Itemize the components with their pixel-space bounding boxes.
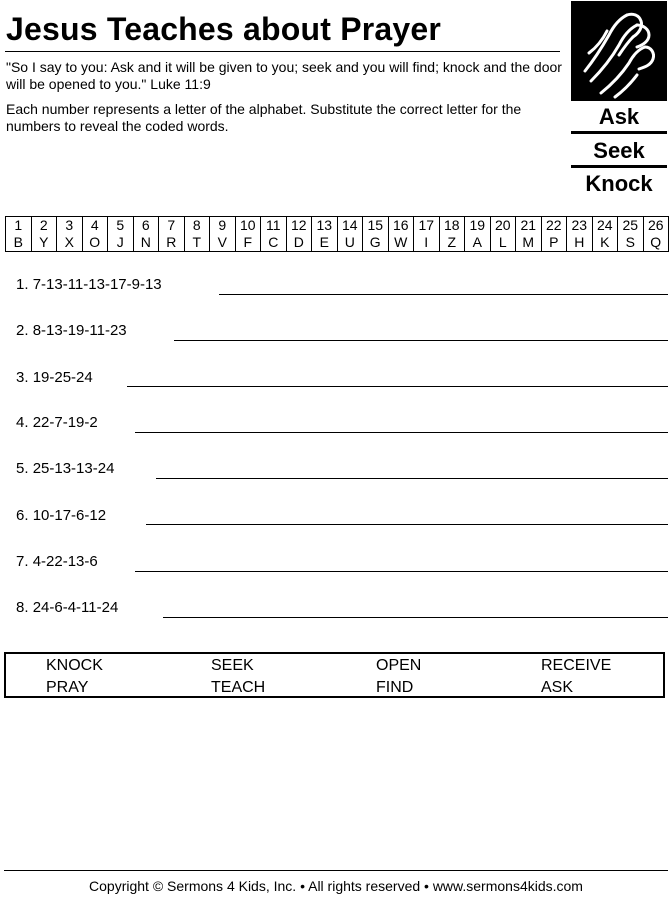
- cipher-letter: E: [312, 234, 338, 252]
- cipher-letter: V: [210, 234, 236, 252]
- cipher-letter: D: [286, 234, 312, 252]
- praying-hands-icon: [571, 1, 667, 101]
- word-bank: [4, 652, 665, 698]
- logo-divider: [571, 131, 667, 134]
- question-code: 22-7-19-2: [32, 414, 98, 431]
- bible-verse: "So I say to you: Ask and it will be given to you; seek and you will find; knock and the door will be opened to you." Luke 11:9: [6, 59, 562, 92]
- page-title: Jesus Teaches about Prayer: [6, 11, 442, 47]
- cipher-number: 9: [210, 217, 236, 235]
- question-5: [16, 460, 114, 477]
- question-number: 7.: [16, 553, 29, 570]
- footer-divider: [4, 870, 668, 871]
- question-1: [16, 276, 162, 293]
- logo-word-knock: Knock: [585, 171, 653, 196]
- question-6: [16, 507, 106, 524]
- question-2: [16, 322, 127, 339]
- cipher-number: 8: [184, 217, 210, 235]
- cipher-number: 13: [312, 217, 338, 235]
- cipher-number: 6: [133, 217, 159, 235]
- cipher-letter: O: [82, 234, 108, 252]
- cipher-number: 11: [261, 217, 287, 235]
- question-7: [16, 553, 98, 570]
- cipher-number: 14: [337, 217, 363, 235]
- cipher-number: 10: [235, 217, 261, 235]
- question-4: [16, 414, 98, 431]
- question-number: 3.: [16, 369, 29, 386]
- cipher-letter: B: [6, 234, 32, 252]
- question-8: [16, 599, 118, 616]
- cipher-number: 24: [592, 217, 618, 235]
- cipher-letter: L: [490, 234, 516, 252]
- cipher-letter: S: [618, 234, 644, 252]
- question-number: 1.: [16, 276, 29, 293]
- logo-word-seek: Seek: [593, 138, 645, 163]
- cipher-letter: T: [184, 234, 210, 252]
- cipher-letter: A: [465, 234, 491, 252]
- cipher-number-row: [6, 217, 669, 235]
- question-number: 6.: [16, 507, 29, 524]
- question-code: 25-13-13-24: [32, 460, 115, 477]
- answer-line-7[interactable]: [135, 571, 668, 572]
- cipher-number: 23: [567, 217, 593, 235]
- cipher-letter: P: [541, 234, 567, 252]
- word-bank-item: RECEIVE: [541, 657, 612, 674]
- cipher-letter: R: [159, 234, 185, 252]
- question-3: [16, 369, 93, 386]
- logo-divider: [571, 165, 667, 168]
- ask-seek-knock-logo: [571, 1, 667, 197]
- cipher-letter: W: [388, 234, 414, 252]
- cipher-number: 21: [516, 217, 542, 235]
- answer-line-8[interactable]: [163, 617, 668, 618]
- word-bank-item: SEEK: [211, 657, 254, 674]
- question-number: 2.: [16, 322, 29, 339]
- cipher-number: 1: [6, 217, 32, 235]
- question-code: 7-13-11-13-17-9-13: [32, 276, 162, 293]
- answer-line-6[interactable]: [146, 524, 668, 525]
- cipher-letter: U: [337, 234, 363, 252]
- answer-line-2[interactable]: [174, 340, 668, 341]
- cipher-number: 20: [490, 217, 516, 235]
- question-code: 24-6-4-11-24: [32, 599, 119, 616]
- title-divider: [5, 51, 560, 52]
- word-bank-item: FIND: [376, 679, 414, 696]
- word-bank-item: ASK: [541, 679, 574, 696]
- cipher-letter: Y: [31, 234, 57, 252]
- cipher-number: 19: [465, 217, 491, 235]
- cipher-letter: F: [235, 234, 261, 252]
- cipher-number: 7: [159, 217, 185, 235]
- question-code: 4-22-13-6: [32, 553, 98, 570]
- cipher-letter: K: [592, 234, 618, 252]
- instructions: Each number represents a letter of the alphabet. Substitute the correct letter for the numbers to reveal the coded words.: [6, 101, 522, 134]
- cipher-letter: N: [133, 234, 159, 252]
- copyright-footer: Copyright © Sermons 4 Kids, Inc. • All rights reserved • www.sermons4kids.com: [89, 878, 583, 894]
- cipher-letter: H: [567, 234, 593, 252]
- cipher-letter: J: [108, 234, 134, 252]
- cipher-number: 2: [31, 217, 57, 235]
- cipher-letter: I: [414, 234, 440, 252]
- word-bank-item: TEACH: [211, 679, 266, 696]
- cipher-number: 15: [363, 217, 389, 235]
- question-number: 4.: [16, 414, 29, 431]
- word-bank-item: PRAY: [46, 679, 89, 696]
- answer-line-4[interactable]: [135, 432, 668, 433]
- logo-word-ask: Ask: [598, 104, 640, 129]
- cipher-number: 22: [541, 217, 567, 235]
- cipher-number: 26: [643, 217, 669, 235]
- cipher-letter-row: [6, 234, 669, 252]
- cipher-letter: M: [516, 234, 542, 252]
- word-bank-item: KNOCK: [46, 657, 103, 674]
- question-number: 5.: [16, 460, 29, 477]
- cipher-number: 25: [618, 217, 644, 235]
- cipher-number: 4: [82, 217, 108, 235]
- cipher-number: 12: [286, 217, 312, 235]
- cipher-number: 3: [57, 217, 83, 235]
- answer-line-5[interactable]: [156, 478, 668, 479]
- question-code: 19-25-24: [32, 369, 93, 386]
- answer-line-3[interactable]: [127, 386, 668, 387]
- cipher-number: 17: [414, 217, 440, 235]
- cipher-number: 16: [388, 217, 414, 235]
- question-code: 8-13-19-11-23: [32, 322, 127, 339]
- question-code: 10-17-6-12: [32, 507, 107, 524]
- answer-line-1[interactable]: [219, 294, 668, 295]
- word-bank-item: OPEN: [376, 657, 422, 674]
- cipher-key-table: [5, 216, 669, 252]
- cipher-letter: C: [261, 234, 287, 252]
- question-number: 8.: [16, 599, 29, 616]
- cipher-number: 5: [108, 217, 134, 235]
- cipher-letter: Q: [643, 234, 669, 252]
- cipher-letter: X: [57, 234, 83, 252]
- cipher-number: 18: [439, 217, 465, 235]
- cipher-letter: G: [363, 234, 389, 252]
- cipher-letter: Z: [439, 234, 465, 252]
